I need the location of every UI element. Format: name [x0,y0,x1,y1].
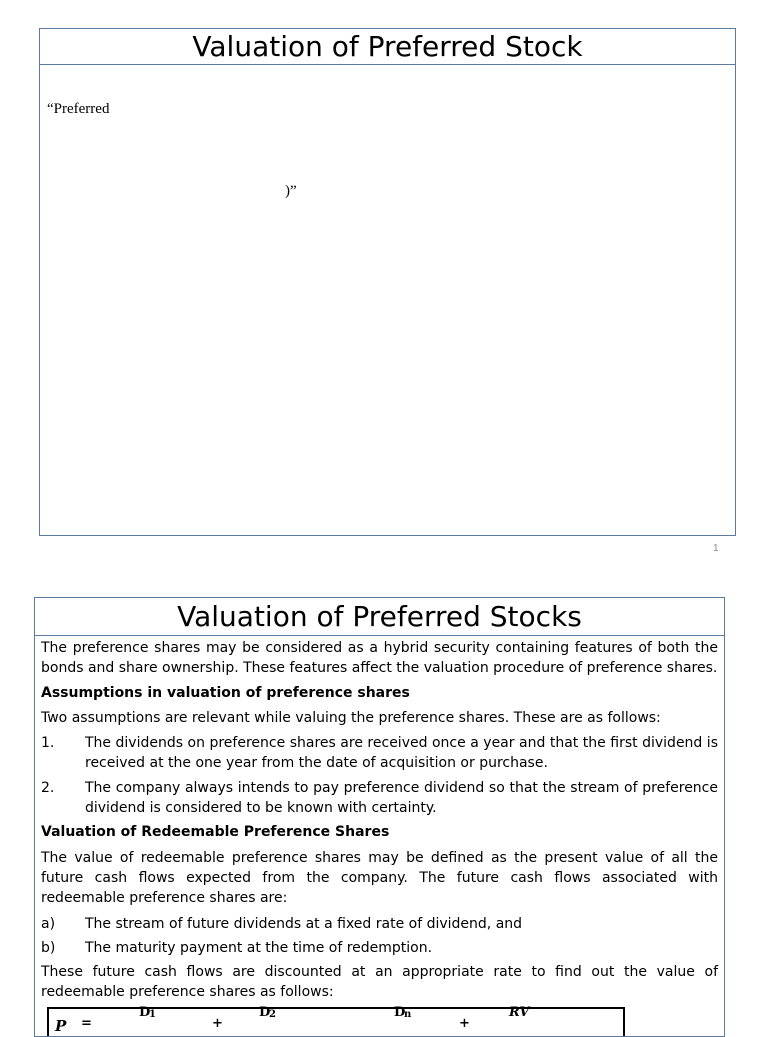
redeemable-paragraph: The value of redeemable preference shares may be defined as the present value of all the future cash flows expected from the company. The future cash flows associated with redeemable preference shares are: [41,850,718,906]
list-letter: a) [41,916,56,932]
list-letter: b) [41,940,56,956]
formula-lhs: P [55,1017,67,1035]
formula-plus: + [459,1016,470,1031]
intro-paragraph: The preference shares may be considered as a hybrid security containing features of both the bonds and share ownership. These features affect the valuation procedure of preference shares. [41,640,718,676]
slide-1-text-line: )” [285,183,297,199]
list-item: The company always intends to pay preference dividend so that the stream of preference dividend is considered to be known with certainty. [85,780,718,816]
formula-d1-sub: 1 [149,1009,156,1020]
redeemable-heading: Valuation of Redeemable Preference Shares [41,824,390,840]
closing-paragraph: These future cash flows are discounted at an appropriate rate to find out the value of redeemable preference shares as follows: [41,964,718,1000]
slide-2-title: Valuation of Preferred Stocks [177,600,582,633]
slide-2-title-bar [35,598,724,636]
list-number: 2. [41,780,55,796]
slide-1-text-line: “Preferred [47,101,110,117]
assumptions-heading: Assumptions in valuation of preference shares [41,685,410,701]
formula-d2-sub: 2 [269,1009,276,1020]
formula-plus: + [212,1016,223,1031]
slide-1-title: Valuation of Preferred Stock [192,30,583,63]
slide-2 [34,597,725,1037]
assumptions-intro: Two assumptions are relevant while valuing the preference shares. These are as follows: [41,710,661,726]
slide-1-title-bar [40,29,735,65]
list-item: The stream of future dividends at a fixed rate of dividend, and [85,916,523,932]
formula-box [47,1007,625,1037]
formula-d1: D [139,1005,151,1020]
list-item: The dividends on preference shares are received once a year and that the first dividend is received at the one year from the date of acquisition or purchase. [85,735,718,771]
list-number: 1. [41,735,55,751]
page-number: 1 [713,543,719,554]
formula-rv: RV [509,1005,530,1020]
slide-1 [39,28,736,536]
formula-dn-sub: n [404,1009,412,1020]
list-item: The maturity payment at the time of redemption. [85,940,433,956]
formula-dn: D [394,1005,406,1020]
formula-equals: = [81,1016,92,1031]
formula-d2: D [259,1005,271,1020]
